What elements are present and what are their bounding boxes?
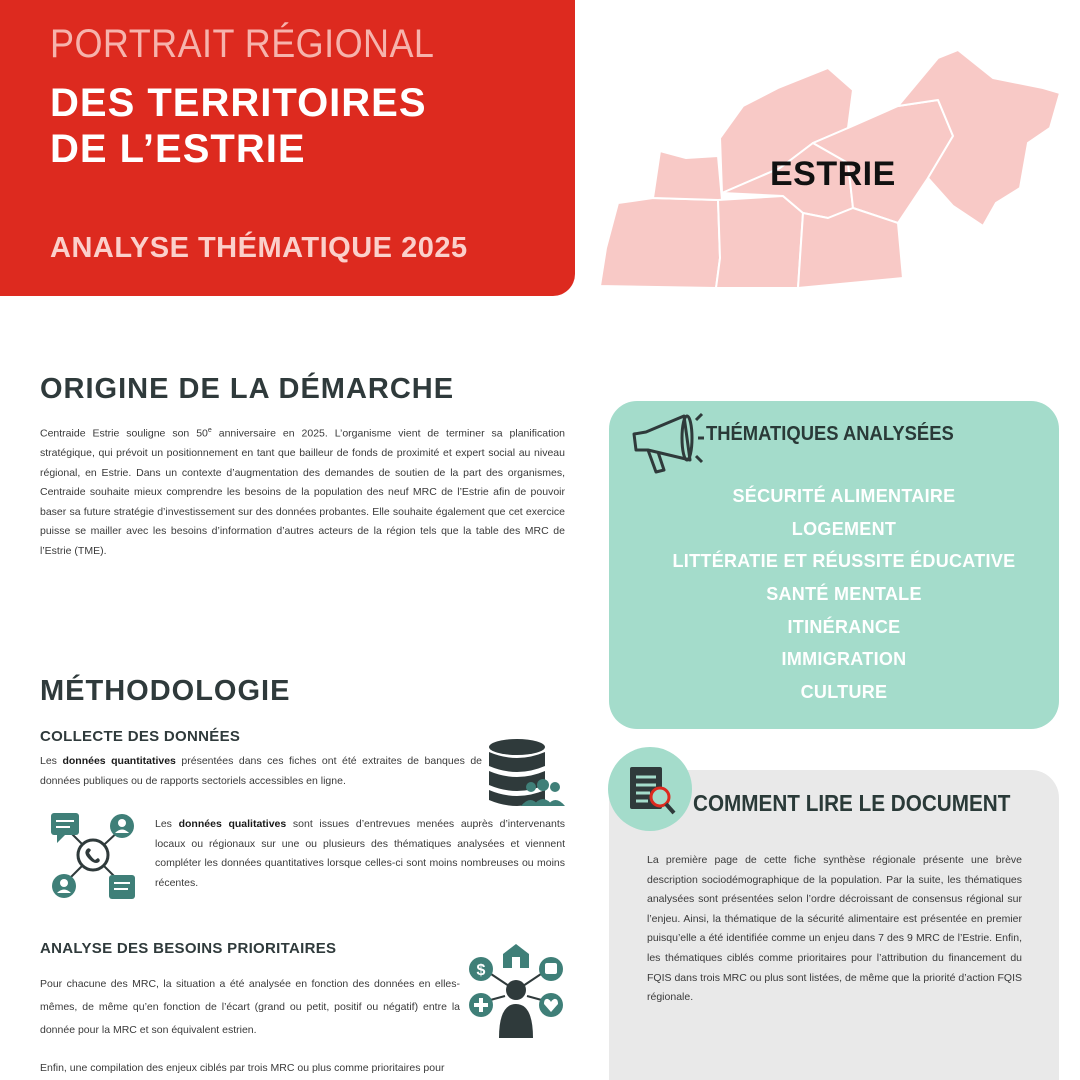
header-title	[50, 80, 427, 172]
thematique-item: LOGEMENT	[791, 518, 897, 539]
comment-lire-heading: COMMENT LIRE LE DOCUMENT	[693, 790, 1011, 816]
thematique-item: CULTURE	[800, 682, 888, 703]
collecte-qual-text: Les données qualitatives sont issues d’entrevues menées auprès d’intervenants locaux ou régionaux sur une ou plusieurs des thématiques analysées et viennent compléter les données quantitatives lorsque celles-ci sont moins nombreuses ou moins récentes.	[155, 818, 565, 889]
map-label: ESTRIE	[770, 155, 896, 193]
thematique-item: SANTÉ MENTALE	[766, 584, 922, 605]
network-communication-icon	[45, 807, 140, 905]
analyse-body: Pour chacune des MRC, la situation a été analysée en fonction des données en elles-mêmes, de même qu’en fonction de l’écart (grand ou petit, positif ou négatif) entre la donnée pour la MRC et son équivalent estrien.	[40, 978, 460, 1036]
origine-heading: ORIGINE DE LA DÉMARCHE	[40, 373, 455, 405]
priority-needs-icon	[465, 942, 567, 1042]
analyse-heading: ANALYSE DES BESOINS PRIORITAIRES	[40, 940, 337, 957]
database-icon	[485, 738, 567, 810]
map-region-southcentral	[716, 196, 803, 288]
thematique-item: LITTÉRATIE ET RÉUSSITE ÉDUCATIVE	[672, 551, 1016, 572]
header-title-line1: DES TERRITOIRES	[50, 81, 427, 125]
comment-lire-body: La première page de cette fiche synthèse régionale présente une brève description sociodémographique de la population. Par la suite, les thématiques analysées sont présentées selon l’ordre décroissant de consensus régional sur l’enjeu. Ainsi, la thématique de la sécurité alimentaire est présentée en premier puisqu’elle a été identifiée comme un enjeu dans 7 des 9 MRC de l’Estrie. Enfin, les thématiques ciblés comme prioritaires pour l’attribution du financement du FQIS dans trois MRC ou plus sont listées, de même que la priorité d’action FQIS régionale.	[647, 854, 1022, 1004]
analyse-body-continued: Enfin, une compilation des enjeux ciblés par trois MRC ou plus comme prioritaires pour	[40, 1062, 445, 1074]
thematique-item: ITINÉRANCE	[787, 616, 901, 637]
thematiques-heading: THÉMATIQUES ANALYSÉES	[706, 423, 954, 445]
map-region-northwest	[653, 151, 722, 200]
map-region-southeast	[798, 208, 903, 288]
collecte-heading: COLLECTE DES DONNÉES	[40, 728, 241, 745]
collecte-quant-text: Les données quantitatives présentées dans ces fiches ont été extraites de banques de données publiques ou de rapports sectoriels accessibles en ligne.	[40, 755, 483, 787]
thematiques-list	[609, 480, 1079, 709]
svg-text:$: $	[476, 962, 486, 979]
thematique-item: IMMIGRATION	[781, 649, 907, 670]
thematique-item: SÉCURITÉ ALIMENTAIRE	[732, 486, 956, 506]
header-title-line2: DE L’ESTRIE	[50, 127, 306, 171]
header-kicker: PORTRAIT RÉGIONAL	[50, 22, 435, 66]
methodologie-heading: MÉTHODOLOGIE	[40, 675, 291, 707]
origine-body: Centraide Estrie souligne son 50e anniversaire en 2025. L’organisme vient de terminer sa planification stratégique, qui prévoit un positionnement en tant que bailleur de fonds de proximité et expert social au niveau régional, en Estrie. Dans un contexte d’augmentation des demandes de soutien de la part des organismes, Centraide souhaite mieux comprendre les besoins de la population des neuf MRC de l’Estrie afin de pouvoir baser sa future stratégie d’investissement sur des données probantes. Elle souhaite également que cet exercice puisse se mailler avec les besoins d’information d’autres acteurs de la région tels que la table des MRC de l’Estrie (TME).	[40, 427, 566, 558]
header-banner	[0, 0, 575, 296]
document-search-icon	[624, 763, 678, 817]
megaphone-icon	[626, 410, 704, 476]
header-subtitle: ANALYSE THÉMATIQUE 2025	[50, 232, 468, 264]
map-region-west	[600, 198, 720, 288]
